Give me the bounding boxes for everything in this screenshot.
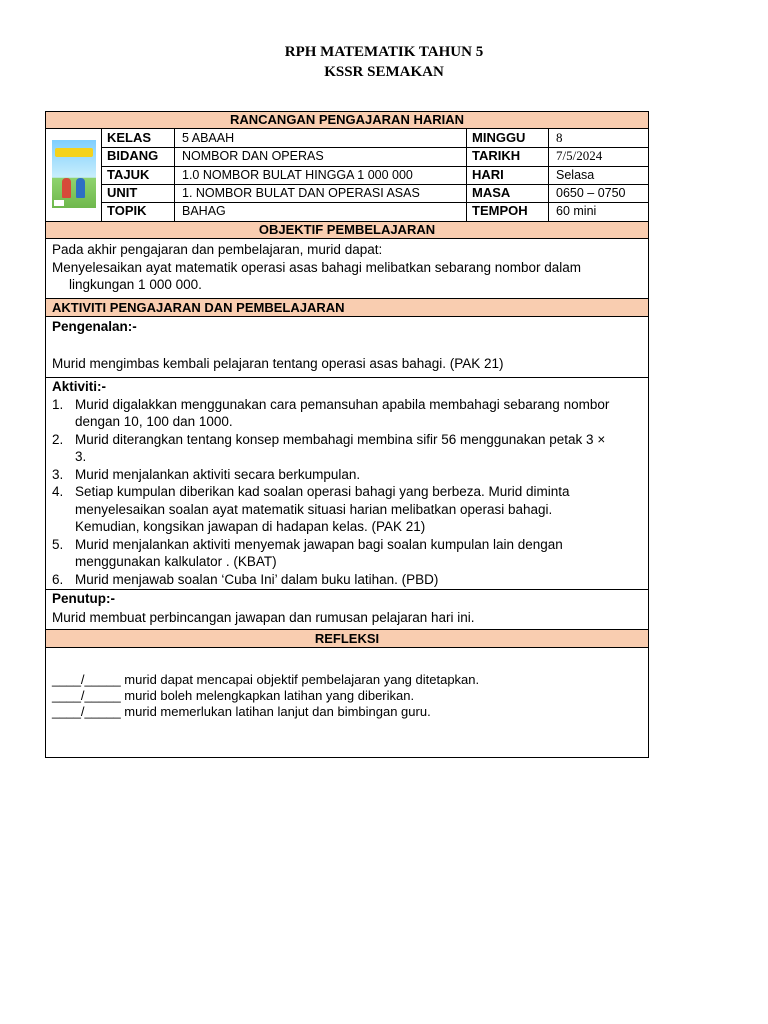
label-kelas: KELAS <box>107 130 152 145</box>
pengenalan-label: Pengenalan:- <box>52 319 137 334</box>
label-minggu: MINGGU <box>472 130 526 145</box>
aktiviti-item-line: 3. <box>75 449 87 464</box>
aktiviti-label: Aktiviti:- <box>52 379 106 394</box>
aktiviti-item-line: Murid menjawab soalan ‘Cuba Ini’ dalam buku latihan. (PBD) <box>75 571 439 587</box>
label-hari: HARI <box>472 167 504 182</box>
aktiviti-item <box>52 396 642 431</box>
label-tarikh: TARIKH <box>472 148 521 163</box>
label-masa: MASA <box>472 185 511 200</box>
textbook-cover-image <box>52 140 96 208</box>
label-bidang: BIDANG <box>107 148 159 163</box>
aktiviti-item-line: Murid menjalankan aktiviti menyemak jawapan bagi soalan kumpulan lain dengan <box>75 536 563 552</box>
aktiviti-item-number: 2. <box>52 431 64 447</box>
aktiviti-item-number: 4. <box>52 484 64 499</box>
label-topik: TOPIK <box>107 203 147 218</box>
refleksi-line-3: ____/_____ murid memerlukan latihan lanjut dan bimbingan guru. <box>52 704 431 719</box>
value-minggu: 8 <box>556 130 563 145</box>
value-tajuk: 1.0 NOMBOR BULAT HINGGA 1 000 000 <box>182 168 413 182</box>
aktiviti-header: AKTIVITI PENGAJARAN DAN PEMBELAJARAN <box>46 298 648 317</box>
objektif-intro: Pada akhir pengajaran dan pembelajaran, murid dapat: <box>52 242 383 257</box>
refleksi-header: REFLEKSI <box>46 629 648 648</box>
value-tarikh: 7/5/2024 <box>556 148 603 163</box>
aktiviti-item-line: menyelesaikan soalan ayat matematik situasi harian melibatkan operasi bahagi. <box>75 501 553 517</box>
penutup-label: Penutup:- <box>52 591 115 606</box>
objektif-section <box>52 241 642 294</box>
objektif-header: OBJEKTIF PEMBELAJARAN <box>46 221 648 239</box>
aktiviti-item <box>52 571 642 589</box>
aktiviti-item-line: menggunakan kalkulator . (KBAT) <box>75 554 277 569</box>
objektif-line-2: lingkungan 1 000 000. <box>69 277 202 292</box>
lesson-plan-table <box>45 111 649 758</box>
refleksi-section <box>52 672 642 720</box>
aktiviti-item-line: Setiap kumpulan diberikan kad soalan operasi bahagi yang berbeza. Murid diminta <box>75 484 570 499</box>
document-title: RPH MATEMATIK TAHUN 5 <box>284 44 484 60</box>
value-topik: BAHAG <box>182 204 226 218</box>
refleksi-line-1: ____/_____ murid dapat mencapai objektif pembelajaran yang ditetapkan. <box>52 672 480 687</box>
aktiviti-section <box>52 378 642 588</box>
aktiviti-item-line: dengan 10, 100 dan 1000. <box>75 414 233 429</box>
penutup-section <box>52 590 642 626</box>
aktiviti-item <box>52 466 642 484</box>
pengenalan-section <box>52 318 642 372</box>
aktiviti-item-line: Murid menjalankan aktiviti secara berkumpulan. <box>75 466 361 482</box>
value-kelas: 5 ABAAH <box>182 131 235 145</box>
aktiviti-item <box>52 536 642 571</box>
label-tajuk: TAJUK <box>107 167 150 182</box>
aktiviti-item <box>52 483 642 536</box>
value-masa: 0650 – 0750 <box>556 186 626 200</box>
aktiviti-item-number: 5. <box>52 536 64 552</box>
aktiviti-item-line: Murid digalakkan menggunakan cara pemansuhan apabila membahagi sebarang nombor <box>75 396 610 412</box>
value-unit: 1. NOMBOR BULAT DAN OPERASI ASAS <box>182 186 420 200</box>
aktiviti-item-line: Kemudian, kongsikan jawapan di hadapan kelas. (PAK 21) <box>75 519 426 534</box>
refleksi-line-2: ____/_____ murid boleh melengkapkan latihan yang diberikan. <box>52 688 415 703</box>
pengenalan-text: Murid mengimbas kembali pelajaran tentang operasi asas bahagi. (PAK 21) <box>52 355 504 371</box>
value-tempoh: 60 mini <box>556 204 597 218</box>
aktiviti-item-number: 1. <box>52 396 64 412</box>
document-subtitle: KSSR SEMAKAN <box>324 64 444 80</box>
aktiviti-list <box>52 396 642 589</box>
value-hari: Selasa <box>556 168 595 182</box>
objektif-line-1: Menyelesaikan ayat matematik operasi asas bahagi melibatkan sebarang nombor dalam <box>52 259 582 275</box>
rph-header: RANCANGAN PENGAJARAN HARIAN <box>46 112 648 129</box>
label-unit: UNIT <box>107 185 138 200</box>
value-bidang: NOMBOR DAN OPERAS <box>182 149 324 163</box>
penutup-text: Murid membuat perbincangan jawapan dan rumusan pelajaran hari ini. <box>52 609 475 625</box>
aktiviti-item-number: 3. <box>52 466 64 482</box>
aktiviti-item-line: Murid diterangkan tentang konsep membahagi membina sifir 56 menggunakan petak 3 × <box>75 431 606 447</box>
aktiviti-item-number: 6. <box>52 571 64 587</box>
label-tempoh: TEMPOH <box>472 203 528 218</box>
aktiviti-item <box>52 431 642 466</box>
